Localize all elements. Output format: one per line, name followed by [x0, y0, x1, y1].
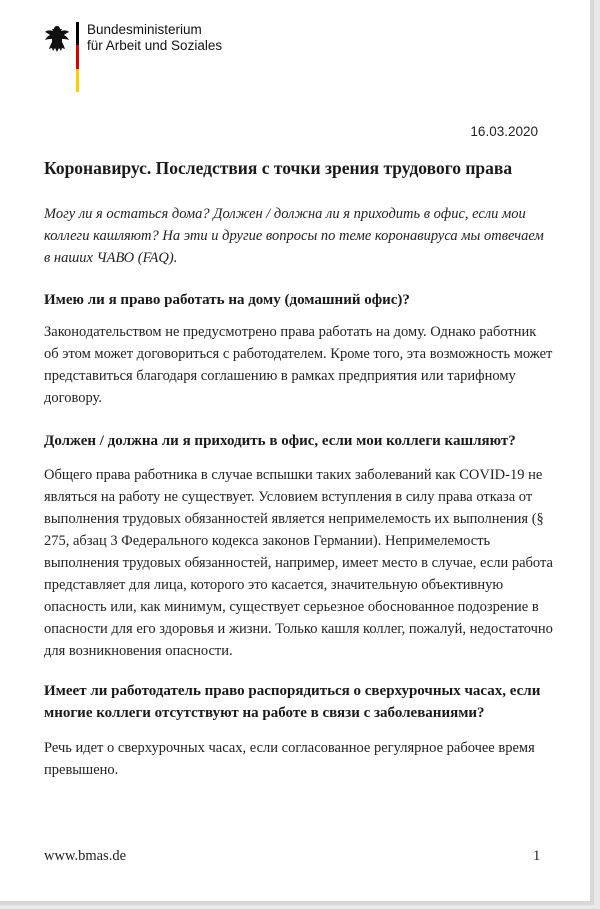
section-heading-overtime: Имеет ли работодатель право распорядиться о сверхурочных часах, если многие коллеги отсутствуют на работе в связи с заболеваниями? [44, 683, 541, 721]
ministry-line-1: Bundesministerium [87, 22, 202, 37]
ministry-logo [44, 22, 222, 92]
document-date: 16.03.2020 [470, 124, 538, 139]
section-heading-home-office: Имею ли я право работать на дому (домашний офис)? [44, 292, 410, 308]
section-heading-coughing-colleagues: Должен / должна ли я приходить в офис, если мои коллеги кашляют? [44, 433, 516, 449]
federal-eagle-icon [44, 24, 70, 54]
page-title: Коронавирус. Последствия с точки зрения трудового права [44, 158, 513, 178]
section-body-home-office: Законодательством не предусмотрено права работать на дому. Однако работник об этом может договориться с работодателем. Кроме того, эта возможность может представиться благодаря соглашению в рамках предприятия или тарифному договору. [44, 324, 553, 406]
ministry-name [87, 22, 222, 54]
footer-url: www.bmas.de [44, 848, 127, 864]
section-body-coughing-colleagues: Общего права работника в случае вспышки таких заболеваний как COVID-19 не являться на работу не существует. Условием вступления в силу права отказа от выполнения трудовых обязанностей является непримелемость их выполнения (§ 275, абзац 3 Федерального кодекса законов Германии). Непримелемость выполнения трудовых обязанностей, например, имеет место в случае, если работа представляет для лица, которого это касается, значительную объективную опасность или, как минимум, существует серьезное обоснованное подозрение в опасности для его здоровья и жизни. Только кашля коллег, пожалуй, недостаточно для возникновения опасности. [44, 467, 553, 659]
section-body-overtime: Речь идет о сверхурочных часах, если согласованное регулярное рабочее время превышено. [44, 740, 535, 778]
page-number: 1 [533, 848, 541, 864]
intro-text: Могу ли я остаться дома? Должен / должна ли я приходить в офис, если мои коллеги кашляют? На эти и другие вопросы по теме коронавируса мы отвечаем в наших ЧАВО (FAQ). [44, 206, 544, 266]
german-flag-stripe [76, 22, 79, 92]
ministry-line-2: für Arbeit und Soziales [87, 38, 223, 53]
